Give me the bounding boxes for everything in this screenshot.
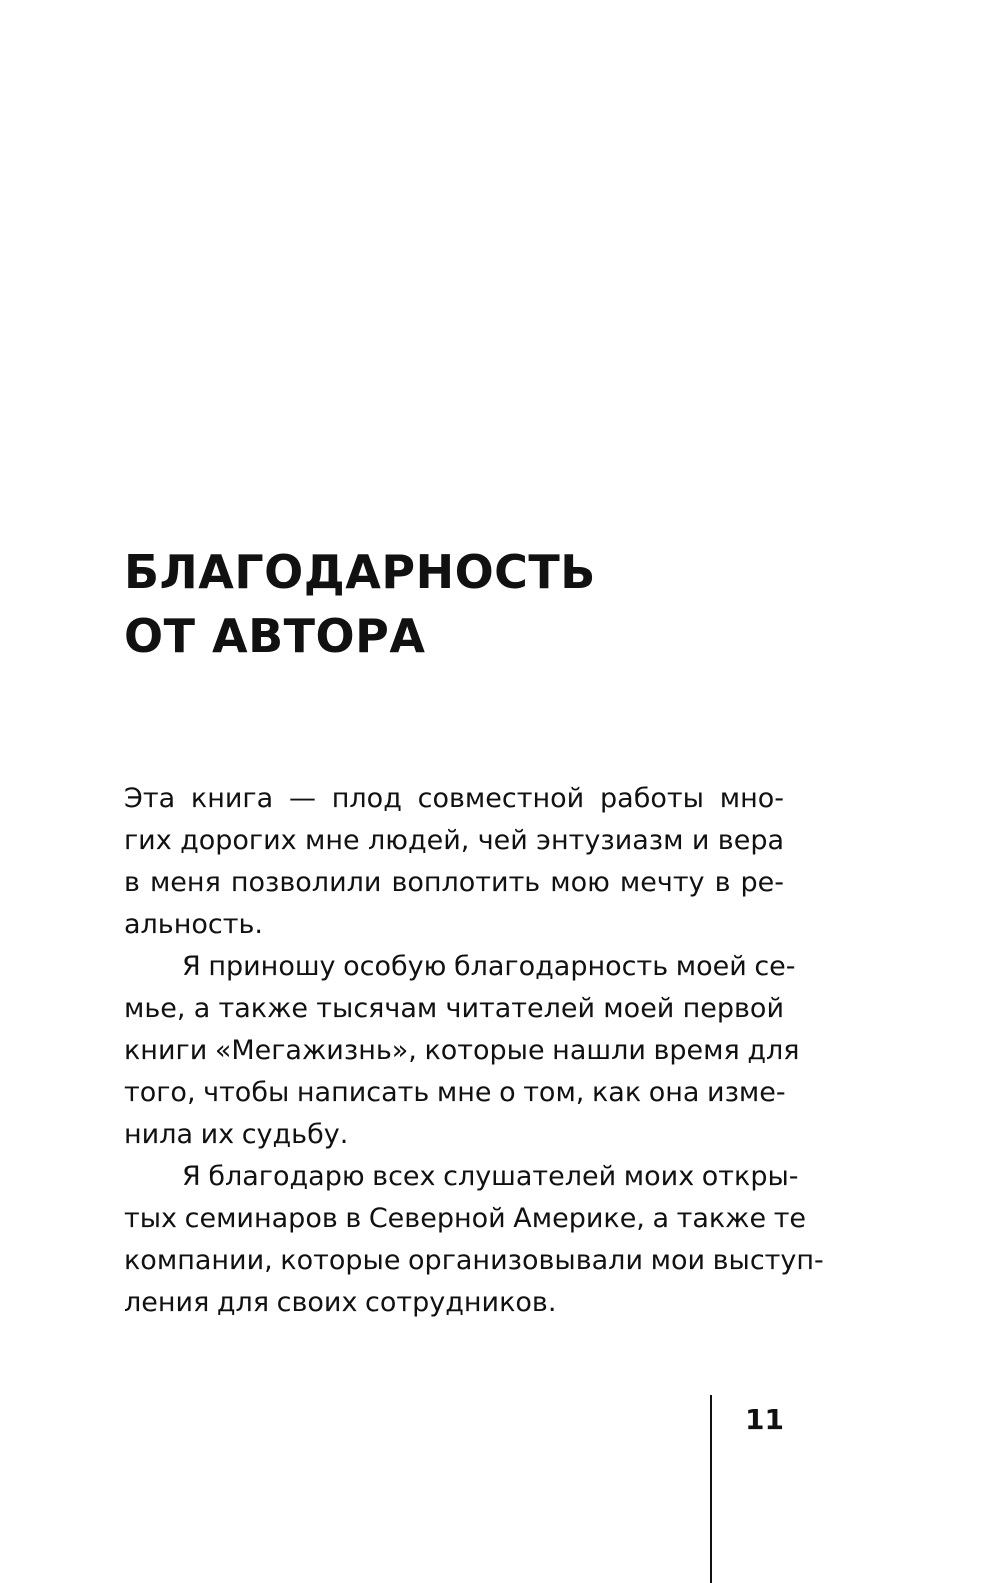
paragraph-2-line-5: нила их судьбу. bbox=[124, 1119, 349, 1150]
paragraph-3-line-3: компании, которые организовывали мои выступ- bbox=[124, 1245, 824, 1276]
paragraph-1-line-3: в меня позволили воплотить мою мечту в ре- bbox=[124, 867, 784, 898]
paragraph-3-line-1: Я благодарю всех слушателей моих откры- bbox=[182, 1161, 799, 1192]
folio-divider bbox=[710, 1395, 712, 1583]
chapter-title-line-2: ОТ АВТОРА bbox=[124, 609, 426, 663]
paragraph-2-line-2: мье, а также тысячам читателей моей первой bbox=[124, 993, 784, 1024]
paragraph-3-line-2: тых семинаров в Северной Америке, а также те bbox=[124, 1203, 807, 1234]
paragraph-2-line-4: того, чтобы написать мне о том, как она изме- bbox=[124, 1077, 786, 1108]
chapter-title-line-1: БЛАГОДАРНОСТЬ bbox=[124, 545, 596, 599]
page-number: 11 bbox=[745, 1403, 784, 1436]
chapter-title bbox=[124, 540, 824, 668]
paragraph-1-line-2: гих дорогих мне людей, чей энтузиазм и вера bbox=[124, 825, 784, 856]
paragraph-2-line-1: Я приношу особую благодарность моей се- bbox=[182, 951, 796, 982]
chapter-body bbox=[124, 778, 824, 1324]
paragraph-1-line-4: альность. bbox=[124, 909, 263, 940]
paragraph-1-line-1: Эта книга — плод совместной работы мно- bbox=[124, 783, 784, 814]
paragraph-3-line-4: ления для своих сотрудников. bbox=[124, 1287, 557, 1318]
paragraph-2-line-3: книги «Мегажизнь», которые нашли время для bbox=[124, 1035, 800, 1066]
